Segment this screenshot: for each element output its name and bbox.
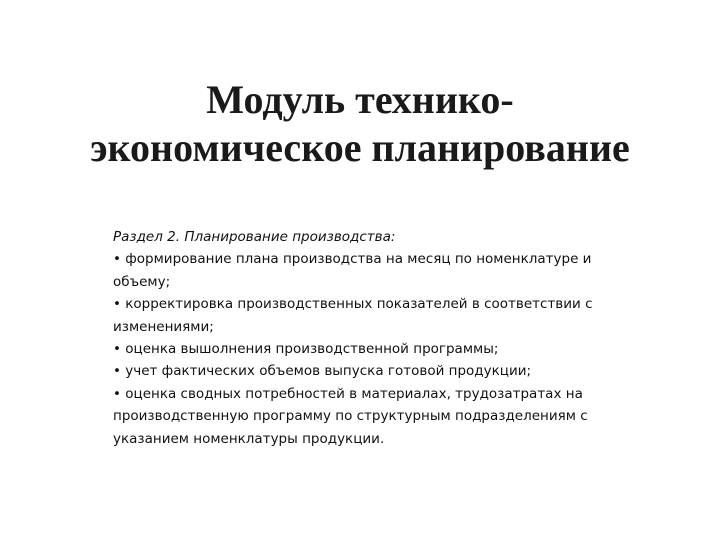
slide-title-line-2: экономическое планирование	[90, 125, 630, 170]
list-item-execution-assessment: • оценка вышолнения производственной программы;	[113, 341, 499, 358]
list-item-output-accounting: • учет фактических объемов выпуска готовой продукции;	[113, 363, 532, 380]
list-item-adjustment: • корректировка производственных показателей в соответствии с изменениями;	[113, 296, 593, 335]
slide-title	[0, 76, 720, 172]
list-item-needs-assessment: • оценка сводных потребностей в материалах, трудозатратах на производственную программу по структурным подразделениям с указанием номенклатуры продукции.	[113, 385, 588, 447]
list-item-planning: • формирование плана производства на месяц по номенклатуре и объему;	[113, 251, 592, 290]
slide-body	[113, 226, 613, 450]
slide-title-line-1: Модуль технико-	[206, 77, 514, 122]
section-heading: Раздел 2. Планирование производства:	[113, 229, 396, 245]
